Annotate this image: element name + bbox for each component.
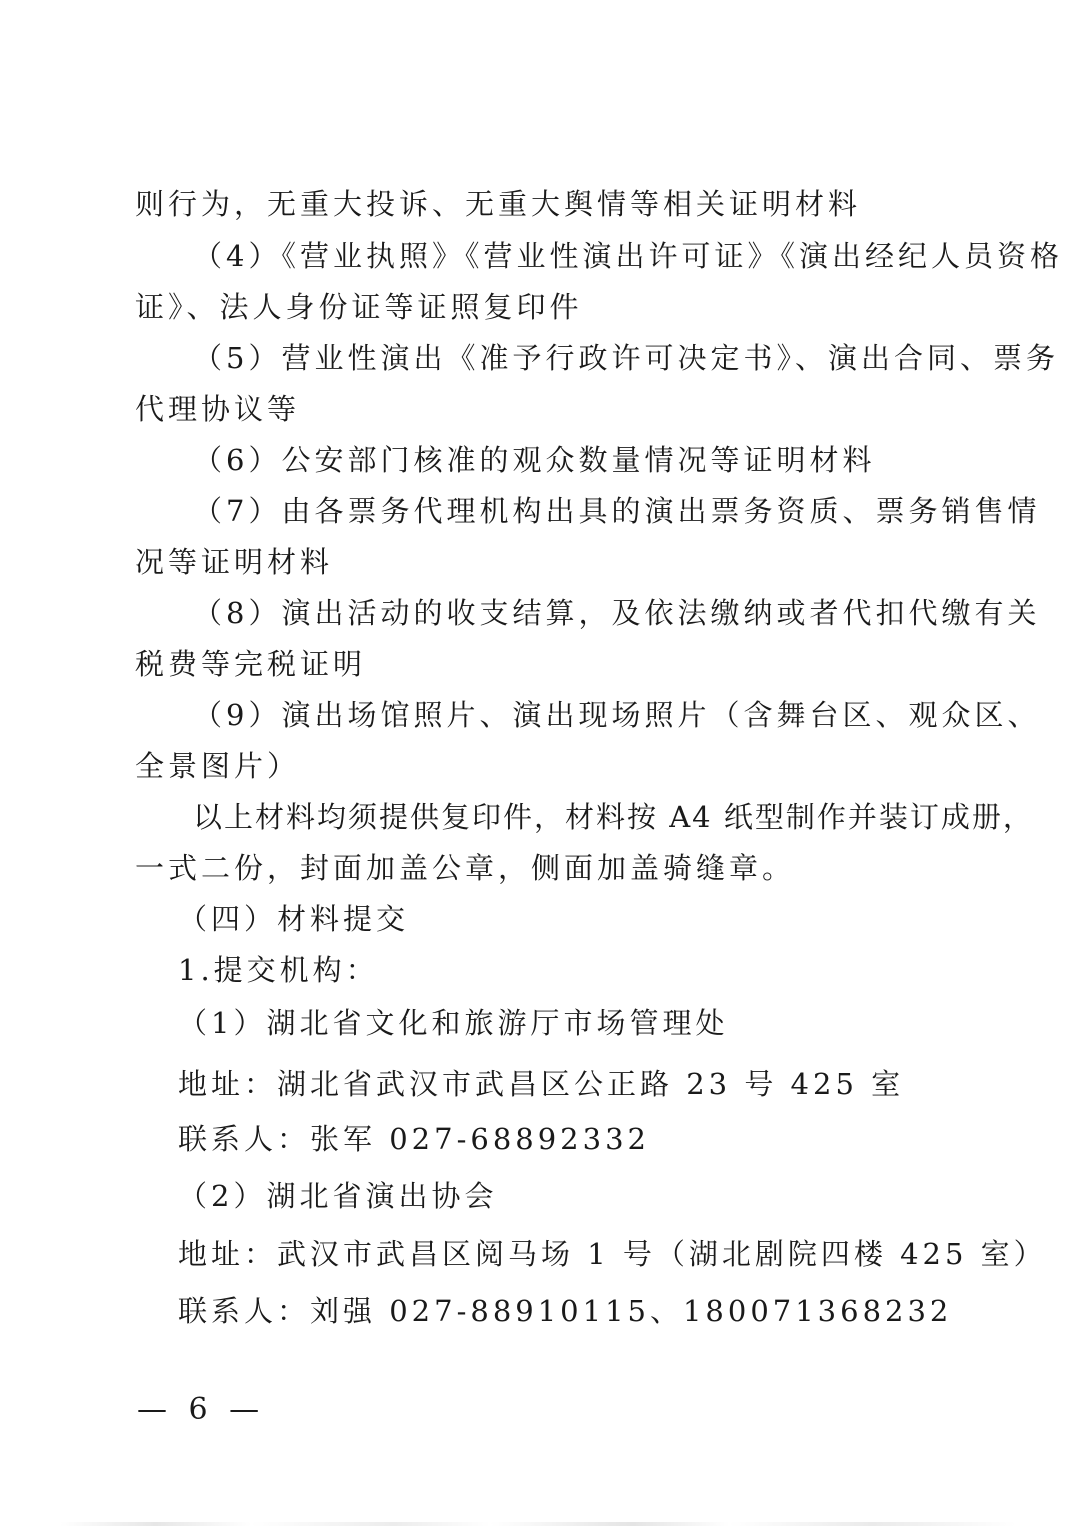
body-line-14: 一式二份，封面加盖公章，侧面加盖骑缝章。 [135,851,796,885]
section-heading: （四）材料提交 [178,902,410,936]
org-2-contact: 联系人：刘强 027-88910115、18007136823​2 [178,1294,953,1328]
page-number: — 6 — [137,1392,266,1427]
org-2-address: 地址：武汉市武昌区阅马场 1 号（湖北剧院四楼 425 室） [178,1237,1047,1271]
body-line-4: （5）营业性演出《准予行政许可决定书》、演出合同、票务 [193,341,1059,375]
org-2-name: （2）湖北省演出协会 [178,1179,498,1213]
body-line-11: （9）演出场馆照片、演出现场照片（含舞台区、观众区、 [193,698,1041,732]
body-line-10: 税费等完税证明 [135,647,367,681]
body-line-1: 则行为，无重大投诉、无重大舆情等相关证明材料 [135,187,862,221]
body-line-5: 代理协议等 [135,392,301,426]
body-line-6: （6）公安部门核准的观众数量情况等证明材料 [193,443,876,477]
body-line-13: 以上材料均须提供复印件，材料按 A4 纸型制作并装订成册， [193,800,1034,834]
body-line-9: （8）演出活动的收支结算，及依法缴纳或者代扣代缴有关 [193,596,1041,630]
body-line-2: （4）《营业执照》《营业性演出许可证》《演出经纪人员资格 [193,239,1063,273]
scan-edge-artifact [60,1522,1016,1526]
body-line-8: 况等证明材料 [135,545,334,579]
body-line-3: 证》、法人身份证等证照复印件 [135,290,583,324]
org-1-address: 地址：湖北省武汉市武昌区公正路 23 号 425 室 [178,1067,905,1101]
body-line-12: 全景图片） [135,749,301,783]
org-1-contact: 联系人：张军 027-68892332 [178,1122,650,1156]
sub-heading: 1.提交机构： [178,953,379,987]
org-1-name: （1）湖北省文化和旅游厅市场管理处 [178,1006,729,1040]
body-line-7: （7）由各票务代理机构出具的演出票务资质、票务销售情 [193,494,1041,528]
